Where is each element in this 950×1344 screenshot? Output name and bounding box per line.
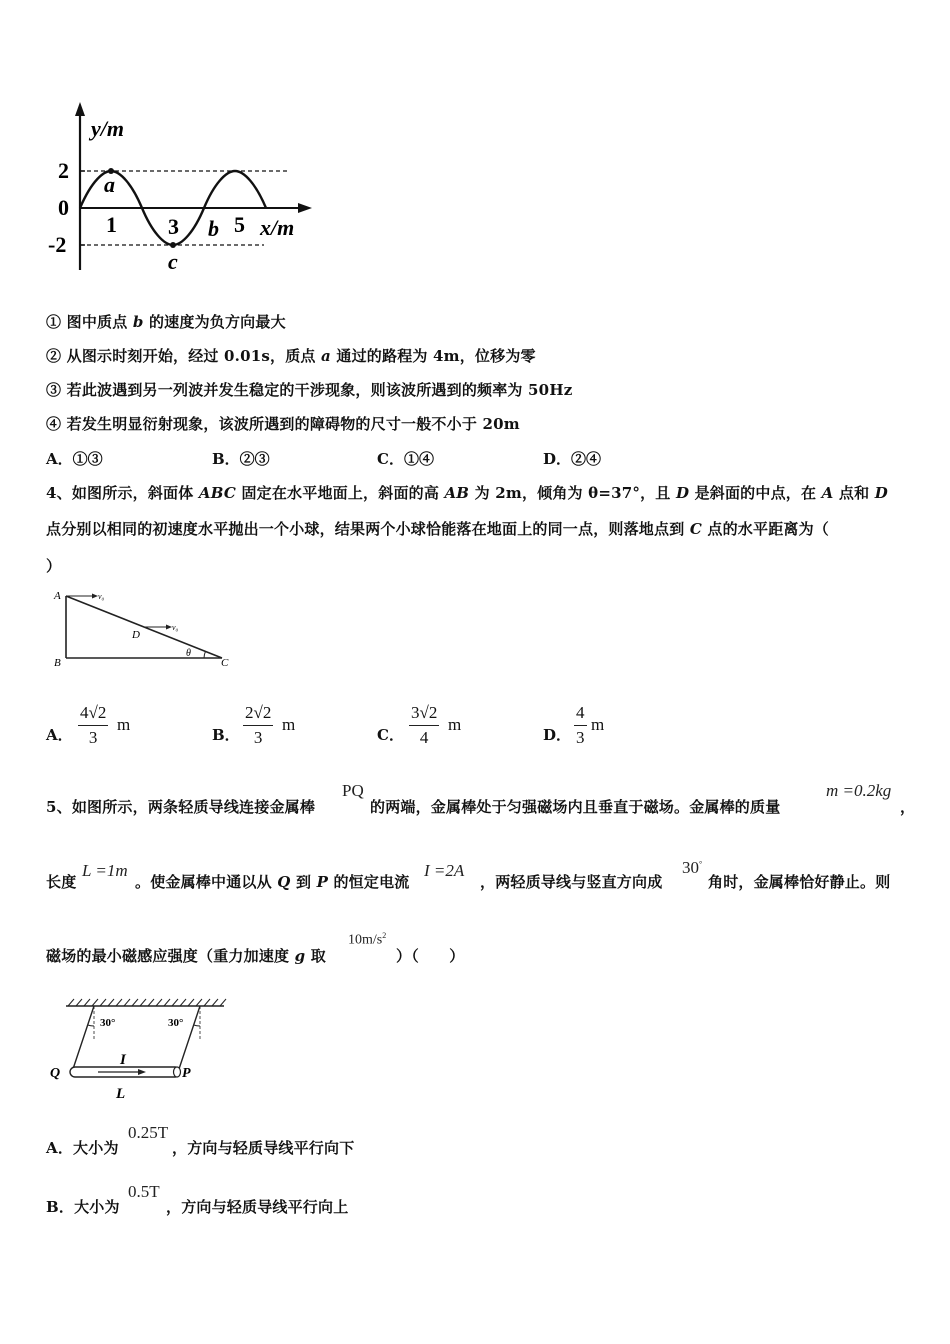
q4-var-ab: AB (444, 484, 470, 502)
q4-option-d-fraction (574, 703, 587, 748)
q5-text: 的恒定电流 (328, 873, 410, 891)
q4-var-c: C (689, 520, 702, 538)
q5-text: 。使金属棒中通以从 (135, 873, 278, 891)
statement-1-text: ① 图中质点 (46, 313, 133, 331)
q4-option-b-denominator: 3 (253, 728, 263, 747)
q5-var-p: P (316, 873, 329, 891)
q4-var-d2: D (874, 484, 888, 502)
q4-option-a-unit: m (117, 715, 131, 734)
q5-option-b-prefix: B．大小为 (46, 1198, 120, 1216)
y-axis-arrow (75, 102, 85, 116)
q5-line-1-cont: 的两端，金属棒处于匀强磁场内且垂直于磁场。金属棒的质量 (370, 798, 781, 816)
tick-x-5: 5 (234, 212, 245, 237)
q5-option-a[interactable] (46, 1137, 119, 1158)
q5-text: 到 (290, 873, 317, 891)
fig-label-current: I (120, 1052, 126, 1068)
q4-option-a-fraction (78, 703, 108, 748)
q4-var-a: A (821, 484, 834, 502)
fig-label-p: P (182, 1066, 191, 1081)
q5-line-2-end: 角时，金属棒恰好静止。则 (708, 873, 891, 891)
q5-angle-degree: ° (699, 859, 703, 869)
q4-option-c-label[interactable]: C． (377, 726, 404, 744)
statement-2-var: a (321, 347, 331, 365)
q4-option-c-denominator: 4 (419, 728, 429, 747)
q5-gravity (348, 931, 386, 949)
q5-var-g: g (294, 947, 306, 965)
ceiling-hatch (68, 999, 226, 1006)
q5-var-pq: PQ (342, 781, 364, 800)
statement-2 (46, 345, 536, 366)
q5-current: I =2A (424, 861, 465, 880)
q5-line-3-end: ）（ ） (396, 947, 465, 965)
q5-text: 磁场的最小磁感应强度（重力加速度 (46, 947, 295, 965)
fig-label-a: A (54, 590, 61, 602)
q5-line-2-cont2: ，两轻质导线与竖直方向成 (480, 873, 663, 891)
statement-2-text: ② 从图示时刻开始，经过 0.01s，质点 (46, 347, 322, 365)
q3-option-b[interactable]: B．②③ (212, 450, 270, 468)
q5-option-a-value: 0.25T (128, 1123, 169, 1142)
fig-angle-left: 30° (100, 1017, 116, 1029)
fig-label-v0-mid: v₀ (172, 623, 179, 632)
wire-left (72, 1006, 94, 1072)
statement-3: ③ 若此波遇到另一列波并发生稳定的干涉现象，则该波所遇到的频率为 50Hz (46, 381, 573, 399)
q5-line-2-cont (135, 871, 409, 892)
fig-angle-right: 30° (168, 1017, 184, 1029)
q5-length: L =1m (82, 861, 128, 880)
q4-option-d-label[interactable]: D． (543, 726, 572, 744)
wire-right (178, 1006, 200, 1072)
q5-angle-value: 30 (682, 858, 699, 877)
q5-option-b[interactable] (46, 1196, 120, 1217)
fig-label-d: D (132, 629, 140, 641)
q5-line-1: 5、如图所示，两条轻质导线连接金属棒 (46, 798, 316, 816)
q4-option-b-fraction (243, 703, 273, 748)
point-c-dot (170, 242, 176, 248)
q4-option-a-numerator: 4√2 (78, 703, 108, 726)
q4-line-1 (46, 482, 888, 503)
rod-figure (44, 994, 234, 1106)
point-b-label: b (208, 216, 219, 241)
q3-option-d[interactable]: D．②④ (543, 450, 602, 468)
q5-angle (682, 858, 702, 878)
q4-line-3: ） (46, 557, 62, 575)
fig-label-v0-top: v₀ (98, 592, 105, 601)
q5-mass-value: m =0.2kg (826, 781, 892, 800)
incline-figure (50, 586, 240, 672)
statement-1-text-end: 的速度为负方向最大 (143, 313, 286, 331)
q3-option-a[interactable]: A．①③ (46, 450, 103, 468)
q5-line-2: 长度 (46, 873, 77, 891)
fig-label-theta: θ (186, 648, 191, 659)
q4-option-b-unit: m (282, 715, 296, 734)
tick-y-2: 2 (58, 158, 69, 183)
q4-text: 为 2m，倾角为 θ=37°，且 (469, 484, 676, 502)
point-c-label: c (168, 249, 178, 274)
fig-label-q: Q (50, 1066, 61, 1081)
q5-line-1-end: ， (900, 798, 916, 816)
tick-y-0: 0 (58, 195, 69, 220)
q5-option-b-suffix: ，方向与轻质导线平行向上 (166, 1198, 349, 1216)
q5-gravity-exp: 2 (382, 931, 387, 940)
q5-var-q: Q (277, 873, 291, 891)
y-axis-label: y/m (91, 116, 124, 141)
statement-1 (46, 311, 286, 332)
q4-text: 点的水平距离为（ (701, 520, 829, 538)
fig-label-b: B (54, 657, 61, 669)
tick-y-neg2: -2 (48, 232, 67, 257)
statement-4: ④ 若发生明显衍射现象，该波所遇到的障碍物的尺寸一般不小于 20m (46, 415, 520, 433)
q4-text: 是斜面的中点，在 (689, 484, 822, 502)
tick-x-1: 1 (106, 212, 117, 237)
q5-option-b-value: 0.5T (128, 1182, 160, 1201)
statement-1-var: b (132, 313, 144, 331)
q5-mass (826, 781, 891, 801)
q4-option-d-denominator: 3 (576, 728, 585, 747)
q4-text: 固定在水平地面上，斜面的高 (236, 484, 445, 502)
q4-option-c-numerator: 3√2 (409, 703, 439, 726)
q5-text: 取 (305, 947, 326, 965)
q4-option-b-numerator: 2√2 (243, 703, 273, 726)
q4-option-a-label[interactable]: A． (46, 726, 73, 744)
x-axis-label: x/m (260, 215, 295, 240)
q4-option-a-denominator: 3 (88, 728, 98, 747)
x-axis-arrow (298, 203, 312, 213)
q5-line-3 (46, 945, 326, 966)
q4-text: 4、如图所示，斜面体 (46, 484, 199, 502)
q4-option-c-unit: m (448, 715, 462, 734)
q5-option-a-prefix: A．大小为 (46, 1139, 119, 1157)
q3-option-c[interactable]: C．①④ (377, 450, 434, 468)
q4-var-abc: ABC (198, 484, 237, 502)
wave-graph (44, 100, 320, 278)
q4-option-b-label[interactable]: B． (212, 726, 240, 744)
q4-option-d-unit: m (591, 715, 605, 734)
point-a-label: a (104, 172, 115, 197)
theta-arc (204, 651, 206, 658)
q4-text: 点分别以相同的初速度水平抛出一个小球，结果两个小球恰能落在地面上的同一点，则落地点到 (46, 520, 690, 538)
tick-x-3: 3 (168, 214, 179, 239)
q4-text: 点和 (833, 484, 875, 502)
fig-label-c: C (221, 657, 229, 669)
fig-label-length: L (116, 1086, 126, 1102)
q4-line-2 (46, 518, 829, 539)
q5-option-a-suffix: ，方向与轻质导线平行向下 (172, 1139, 355, 1157)
q4-option-d-numerator: 4 (574, 703, 587, 726)
statement-2-text-end: 通过的路程为 4m，位移为零 (330, 347, 536, 365)
q4-option-c-fraction (409, 703, 439, 748)
q4-var-d: D (675, 484, 690, 502)
q5-gravity-value: 10m/s (348, 932, 383, 948)
